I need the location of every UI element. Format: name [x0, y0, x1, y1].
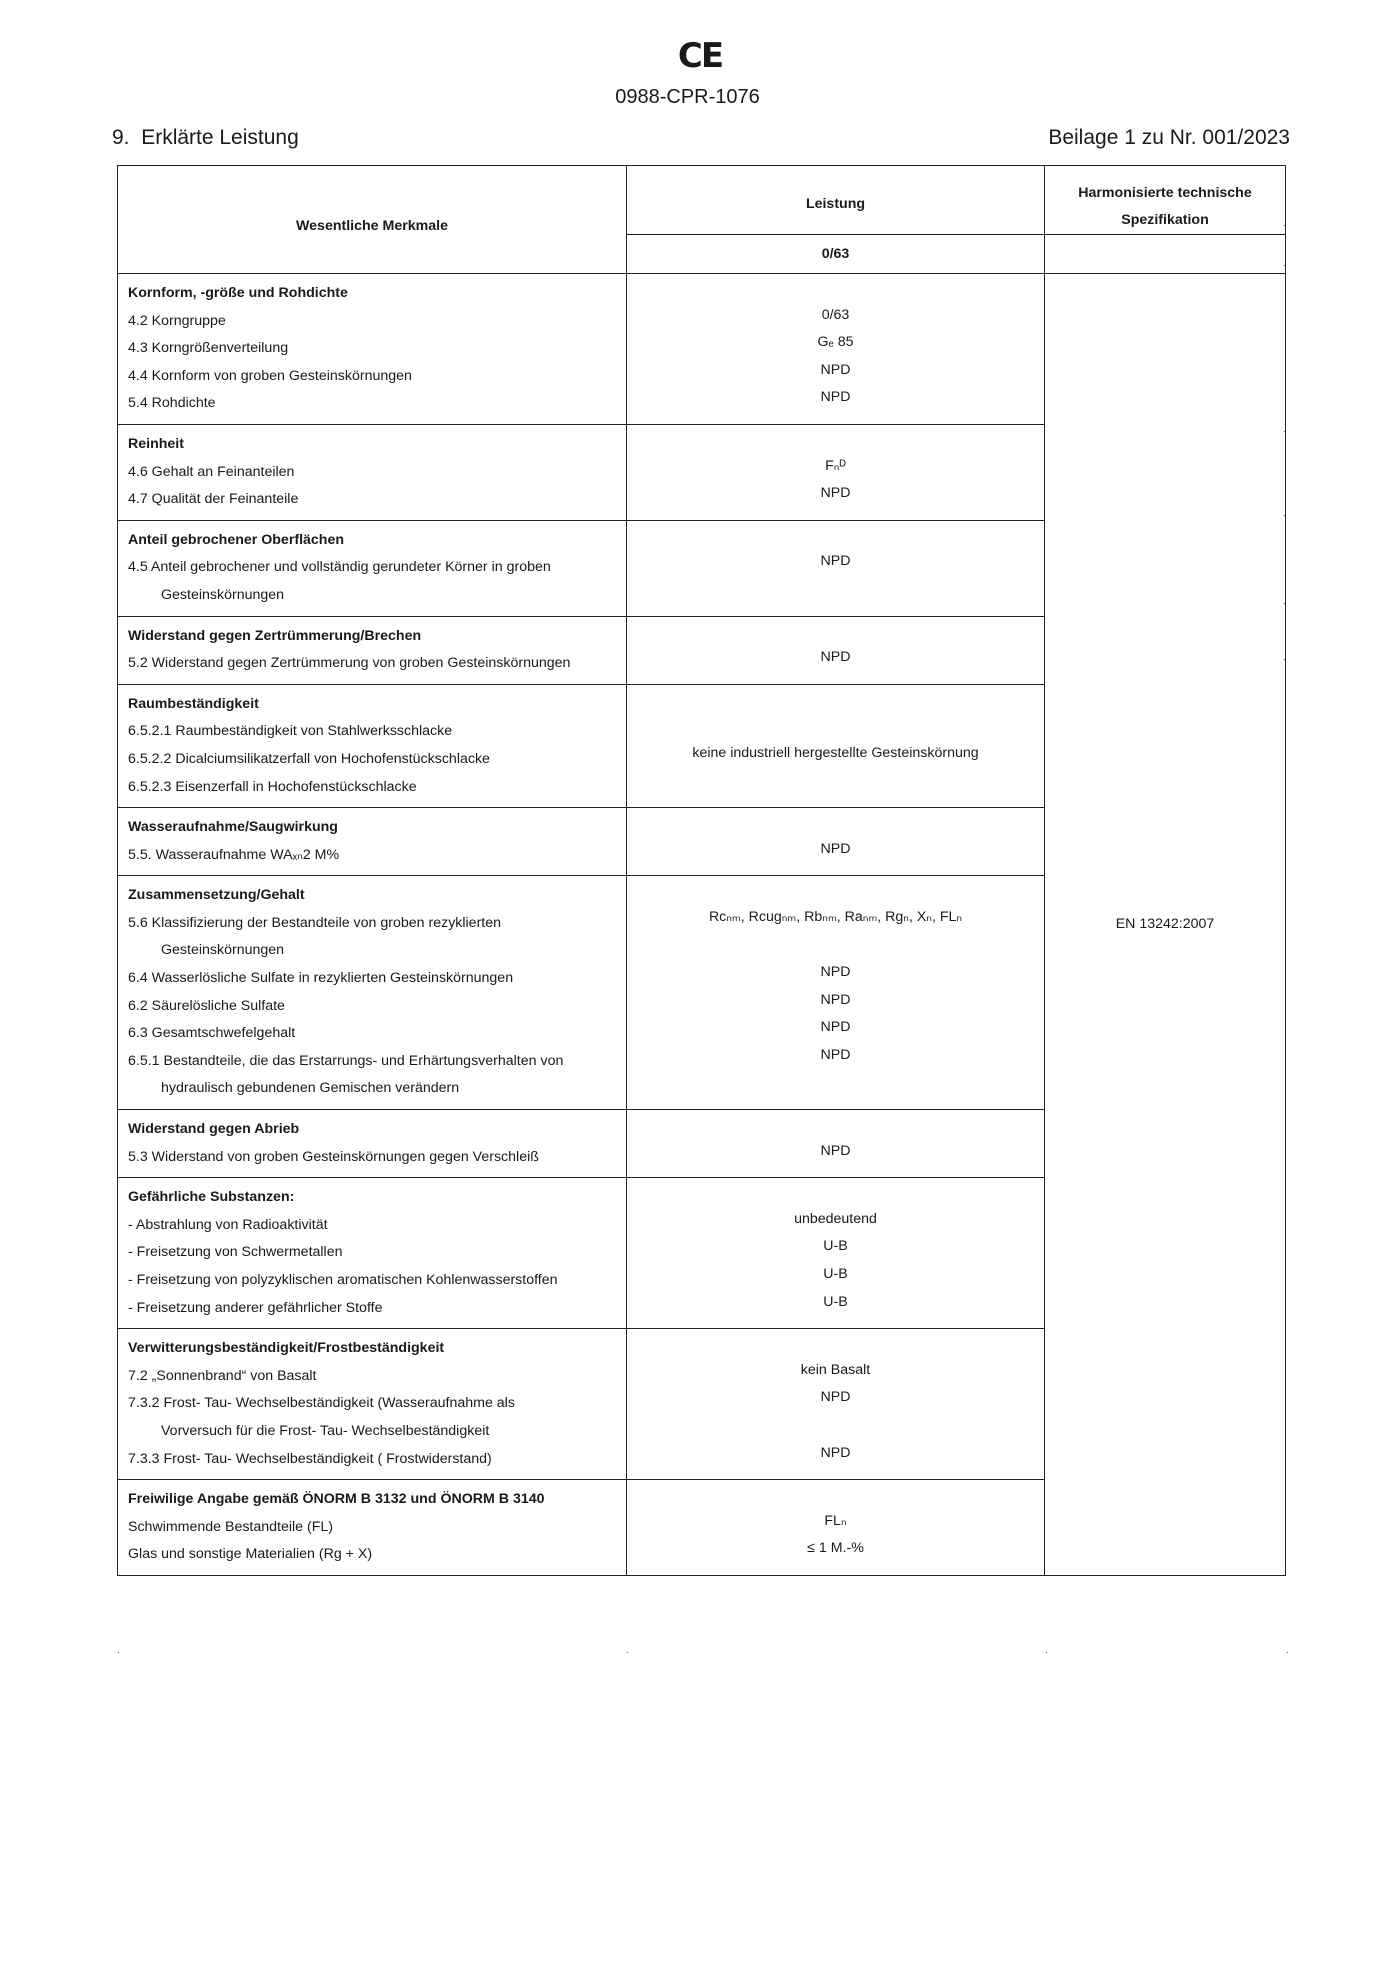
- appendix-reference: Beilage 1 zu Nr. 001/2023: [1048, 126, 1290, 149]
- group-heading: Verwitterungsbeständigkeit/Frostbeständigkeit: [128, 1340, 445, 1357]
- performance-table: [117, 165, 1286, 1576]
- grain-size-header: 0/63: [821, 246, 850, 262]
- group-heading: Kornform, -größe und Rohdichte: [128, 285, 348, 301]
- characteristic-line: - Freisetzung von Schwermetallen: [128, 1244, 343, 1261]
- header-specification: Harmonisierte technische Spezifikation: [1078, 185, 1252, 228]
- characteristic-line: 5.3 Widerstand von groben Gesteinskörnungen gegen Verschleiß: [128, 1148, 539, 1165]
- section-number: 9.: [112, 126, 130, 149]
- performance-cell: [627, 1110, 1045, 1178]
- group-heading: Zusammensetzung/Gehalt: [128, 887, 305, 904]
- performance-cell: [627, 424, 1045, 520]
- performance-value: [627, 274, 1044, 302]
- section-heading: [112, 126, 299, 150]
- performance-cell: [627, 876, 1045, 1110]
- performance-value: U-B: [823, 1266, 848, 1282]
- performance-cell: [627, 684, 1045, 807]
- header-characteristics: Wesentliche Merkmale: [296, 218, 448, 234]
- characteristic-cell: [118, 876, 627, 1110]
- performance-value: [627, 931, 1044, 959]
- characteristic-line: 4.5 Anteil gebrochener und vollständig gerundeter Körner in groben: [128, 559, 551, 576]
- performance-value: Gₑ 85: [817, 334, 854, 351]
- scan-artifact: .: [626, 1645, 629, 1656]
- characteristic-line: 7.3.2 Frost- Tau- Wechselbeständigkeit (Wasseraufnahme als: [128, 1395, 515, 1412]
- characteristic-cell: [118, 1329, 627, 1480]
- group-heading: Raumbeständigkeit: [128, 695, 259, 712]
- table-row: [118, 274, 1286, 425]
- scan-artifact: .: [1283, 596, 1286, 607]
- performance-value: [627, 685, 1044, 713]
- performance-value: 0/63: [821, 306, 850, 323]
- performance-value: Fₙᴰ: [825, 457, 846, 474]
- performance-value: [627, 425, 1044, 453]
- performance-value: [627, 1178, 1044, 1206]
- scan-artifact: .: [1286, 1645, 1289, 1656]
- header-performance: Leistung: [805, 196, 866, 212]
- performance-cell: [627, 616, 1045, 684]
- group-heading: Widerstand gegen Zertrümmerung/Brechen: [128, 627, 422, 644]
- performance-cell: [627, 274, 1045, 425]
- characteristic-cell: [118, 616, 627, 684]
- performance-value: NPD: [820, 649, 851, 666]
- characteristic-line: 6.3 Gesamtschwefelgehalt: [128, 1025, 296, 1042]
- performance-value: [627, 808, 1044, 836]
- header-characteristics-cell: [118, 166, 627, 274]
- characteristic-line: Glas und sonstige Materialien (Rg + X): [128, 1546, 373, 1563]
- characteristic-line: - Freisetzung von polyzyklischen aromatischen Kohlenwasserstoffen: [128, 1272, 558, 1288]
- performance-value: NPD: [820, 1019, 851, 1036]
- performance-value: [627, 876, 1044, 904]
- characteristic-line: 4.7 Qualität der Feinanteile: [128, 491, 299, 508]
- performance-value: [627, 1480, 1044, 1508]
- performance-value: U-B: [823, 1238, 848, 1255]
- performance-cell: [627, 520, 1045, 616]
- characteristic-line: 6.5.2.2 Dicalciumsilikatzerfall von Hochofenstückschlacke: [128, 750, 490, 767]
- performance-value: kein Basalt: [800, 1361, 871, 1378]
- performance-value: NPD: [820, 1389, 851, 1406]
- header-specification-cell: [1045, 166, 1286, 235]
- performance-cell: [627, 1329, 1045, 1480]
- characteristic-line: hydraulisch gebundenen Gemischen verändern: [161, 1080, 460, 1097]
- performance-value: NPD: [820, 485, 851, 502]
- performance-value: NPD: [820, 1046, 851, 1063]
- group-heading: Gefährliche Substanzen:: [128, 1189, 295, 1206]
- performance-value: Rcₙₘ, Rcugₙₘ, Rbₙₘ, Raₙₘ, Rgₙ, Xₙ, FLₙ: [708, 908, 963, 925]
- characteristic-line: Vorversuch für die Frost- Tau- Wechselbeständigkeit: [161, 1422, 490, 1439]
- characteristic-line: Gesteinskörnungen: [161, 942, 285, 959]
- characteristic-cell: [118, 808, 627, 876]
- certificate-number: 0988-CPR-1076: [615, 86, 760, 108]
- characteristic-cell: [118, 520, 627, 616]
- characteristic-line: 4.6 Gehalt an Feinanteilen: [128, 463, 295, 480]
- specification-value: EN 13242:2007: [1115, 916, 1215, 933]
- characteristic-cell: [118, 684, 627, 807]
- group-heading: Freiwilige Angabe gemäß ÖNORM B 3132 und ÖNORM B 3140: [128, 1491, 545, 1508]
- characteristic-line: 5.4 Rohdichte: [128, 395, 216, 412]
- group-heading: Anteil gebrochener Oberflächen: [128, 531, 345, 548]
- characteristic-line: 5.5. Wasseraufnahme WAₓₙ2 M%: [128, 846, 340, 863]
- performance-value: NPD: [820, 964, 851, 981]
- characteristic-line: 4.3 Korngrößenverteilung: [128, 340, 289, 357]
- characteristic-line: 7.2 „Sonnenbrand“ von Basalt: [128, 1367, 317, 1384]
- scan-artifact: .: [1283, 218, 1286, 229]
- scan-artifact: .: [117, 1645, 120, 1656]
- performance-value: FLₙ: [824, 1512, 847, 1529]
- performance-value: U-B: [823, 1293, 848, 1310]
- group-heading: Reinheit: [128, 435, 184, 452]
- performance-value: [627, 617, 1044, 645]
- characteristic-line: - Abstrahlung von Radioaktivität: [128, 1216, 328, 1233]
- section-title: Erklärte Leistung: [141, 126, 299, 149]
- characteristic-line: 6.5.1 Bestandteile, die das Erstarrungs- und Erhärtungsverhalten von: [128, 1052, 564, 1069]
- performance-value: keine industriell hergestellte Gesteinskörnung: [692, 744, 979, 761]
- performance-value: NPD: [820, 389, 851, 406]
- characteristic-cell: [118, 1110, 627, 1178]
- characteristic-line: 7.3.3 Frost- Tau- Wechselbeständigkeit ( Frostwiderstand): [128, 1450, 492, 1467]
- characteristic-line: 6.4 Wasserlösliche Sulfate in rezyklierten Gesteinskörnungen: [128, 970, 514, 987]
- performance-value: NPD: [820, 1444, 851, 1461]
- characteristic-cell: [118, 424, 627, 520]
- performance-value: NPD: [820, 361, 851, 378]
- scan-artifact: .: [1283, 652, 1286, 663]
- group-heading: Wasseraufnahme/Saugwirkung: [128, 819, 338, 836]
- performance-cell: [627, 1480, 1045, 1576]
- table-header-row: [118, 166, 1286, 235]
- characteristic-line: 6.2 Säurelösliche Sulfate: [128, 997, 285, 1014]
- ce-mark: CE: [677, 36, 723, 76]
- characteristic-line: Gesteinskörnungen: [161, 586, 285, 603]
- performance-value: [627, 1412, 1044, 1440]
- performance-value: NPD: [820, 553, 851, 570]
- performance-value: unbedeutend: [794, 1210, 877, 1227]
- characteristic-line: Schwimmende Bestandteile (FL): [128, 1518, 334, 1535]
- characteristic-cell: [118, 1178, 627, 1329]
- group-heading: Widerstand gegen Abrieb: [128, 1121, 300, 1138]
- scan-artifact: .: [1045, 1645, 1048, 1656]
- grain-size-cell: [627, 235, 1045, 274]
- grain-size-spec-cell: [1045, 235, 1286, 274]
- characteristic-cell: [118, 1480, 627, 1576]
- performance-value: [627, 712, 1044, 740]
- scan-artifact: .: [1283, 508, 1286, 519]
- performance-cell: [627, 1178, 1045, 1329]
- characteristic-cell: [118, 274, 627, 425]
- performance-value: NPD: [820, 840, 851, 857]
- performance-value: [627, 1110, 1044, 1138]
- characteristic-line: 5.6 Klassifizierung der Bestandteile von groben rezyklierten: [128, 914, 502, 931]
- characteristic-line: 6.5.2.3 Eisenzerfall in Hochofenstückschlacke: [128, 778, 417, 795]
- scan-artifact: .: [1283, 258, 1286, 269]
- performance-value: NPD: [820, 1142, 851, 1159]
- specification-cell: [1045, 274, 1286, 1576]
- performance-value: [627, 768, 1044, 796]
- performance-cell: [627, 808, 1045, 876]
- characteristic-line: 4.4 Kornform von groben Gesteinskörnungen: [128, 367, 412, 384]
- scan-artifact: .: [1283, 424, 1286, 435]
- characteristic-line: - Freisetzung anderer gefährlicher Stoffe: [128, 1299, 383, 1316]
- performance-value: [627, 576, 1044, 604]
- characteristic-line: 4.2 Korngruppe: [128, 312, 226, 329]
- characteristic-line: 6.5.2.1 Raumbeständigkeit von Stahlwerksschlacke: [128, 723, 453, 740]
- performance-value: ≤ 1 M.-%: [807, 1540, 864, 1557]
- performance-value: [627, 521, 1044, 549]
- performance-value: [627, 1069, 1044, 1097]
- performance-value: NPD: [820, 991, 851, 1008]
- characteristic-line: 5.2 Widerstand gegen Zertrümmerung von groben Gesteinskörnungen: [128, 655, 571, 672]
- header-performance-cell: [627, 166, 1045, 235]
- performance-value: [627, 1329, 1044, 1357]
